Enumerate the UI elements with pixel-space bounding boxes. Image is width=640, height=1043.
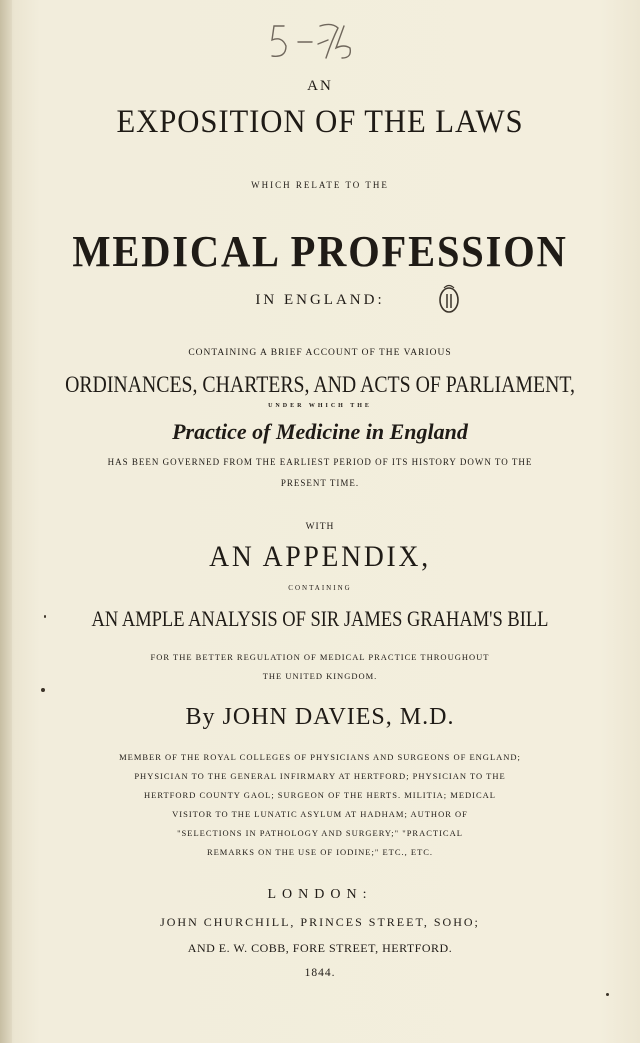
imprint-city: LONDON: xyxy=(267,887,373,902)
title-line-1: EXPOSITION OF THE LAWS xyxy=(116,104,524,140)
imprint-year: 1844. xyxy=(304,967,336,979)
title-line-2: MEDICAL PROFESSION xyxy=(72,227,568,276)
appendix-purpose-line: FOR THE BETTER REGULATION OF MEDICAL PRACTICE THROUGHOUT xyxy=(150,652,490,662)
author-credential: MEMBER OF THE ROYAL COLLEGES OF PHYSICIANS AND SURGEONS OF ENGLAND; xyxy=(119,752,521,762)
title-line-3: IN ENGLAND: xyxy=(255,292,385,308)
author-line: By JOHN DAVIES, M.D. xyxy=(185,704,455,730)
handwritten-shelfmark xyxy=(262,18,362,64)
author-credential: "SELECTIONS IN PATHOLOGY AND SURGERY;" "PRACTICAL xyxy=(177,828,463,838)
subtitle-ordinances: ORDINANCES, CHARTERS, AND ACTS OF PARLIAMENT, xyxy=(65,372,575,397)
appendix-scope-line: THE UNITED KINGDOM. xyxy=(262,671,378,681)
paper-speck xyxy=(41,688,45,692)
subtitle-intro: CONTAINING A BRIEF ACCOUNT OF THE VARIOUS xyxy=(188,348,452,358)
subtitle-connector: UNDER WHICH THE xyxy=(268,403,372,409)
paper-speck xyxy=(606,993,609,996)
paper-speck xyxy=(44,615,46,618)
imprint-publisher-1: JOHN CHURCHILL, PRINCES STREET, SOHO; xyxy=(160,915,480,929)
title-connector: WHICH RELATE TO THE xyxy=(251,180,389,190)
appendix-analysis-title: AN AMPLE ANALYSIS OF SIR JAMES GRAHAM'S BILL xyxy=(91,606,549,631)
imprint-publisher-2: AND E. W. COBB, FORE STREET, HERTFORD. xyxy=(187,941,453,955)
appendix-heading: AN APPENDIX, xyxy=(209,540,431,573)
author-credential: REMARKS ON THE USE OF IODINE;" ETC., ETC. xyxy=(206,847,434,857)
appendix-containing: CONTAINING xyxy=(288,584,352,592)
roman-numeral-stamp xyxy=(436,282,462,316)
blackletter-subtitle: Practice of Medicine in England xyxy=(172,419,468,444)
author-credential: PHYSICIAN TO THE GENERAL INFIRMARY AT HERTFORD; PHYSICIAN TO THE xyxy=(134,771,506,781)
subtitle-present-time: PRESENT TIME. xyxy=(280,478,360,488)
appendix-connector: WITH xyxy=(305,522,335,532)
subtitle-history-line: HAS BEEN GOVERNED FROM THE EARLIEST PERIOD OF ITS HISTORY DOWN TO THE xyxy=(107,457,533,467)
author-credential: HERTFORD COUNTY GAOL; SURGEON OF THE HERTS. MILITIA; MEDICAL xyxy=(144,790,496,800)
author-credential: VISITOR TO THE LUNATIC ASYLUM AT HADHAM; AUTHOR OF xyxy=(172,809,468,819)
title-article: AN xyxy=(307,78,333,94)
